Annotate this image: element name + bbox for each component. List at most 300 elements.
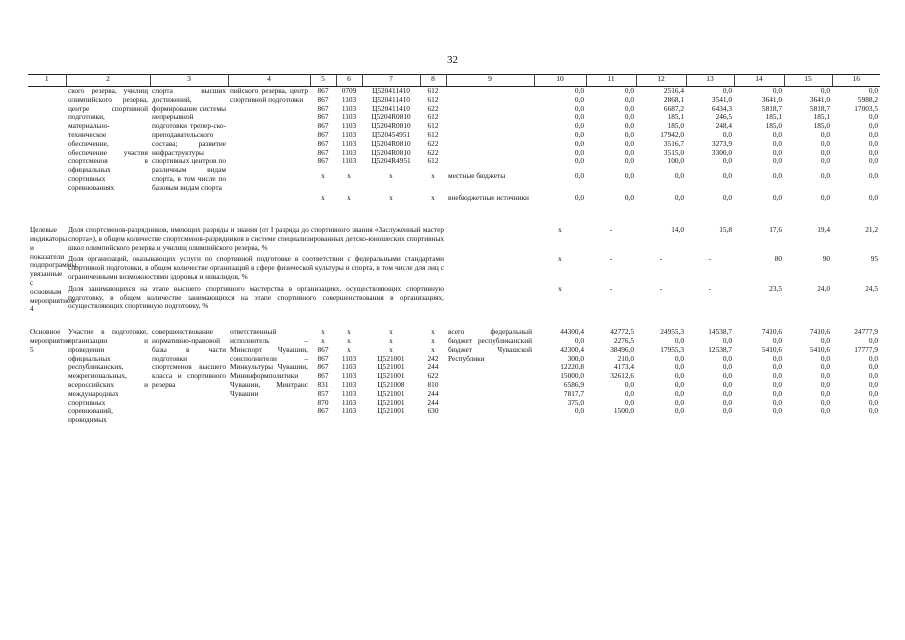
data-cell: 24777,9 (854, 327, 878, 337)
header-cell: 16 (832, 75, 880, 87)
data-cell: Ц5204R0810 (371, 147, 411, 157)
data-cell: 0,0 (868, 388, 878, 398)
data-cell: 0,0 (772, 171, 782, 181)
data-cell: 0,0 (674, 379, 684, 389)
data-cell: 0,0 (868, 129, 878, 139)
target-value: 80 (774, 254, 782, 264)
data-cell: 867 (317, 353, 329, 363)
data-cell: 0,0 (820, 379, 830, 389)
data-cell: 0,0 (624, 112, 634, 122)
data-cell: 0,0 (574, 121, 584, 131)
data-cell: 0,0 (674, 397, 684, 407)
data-cell: 0,0 (772, 379, 782, 389)
data-cell: 12220,8 (560, 362, 584, 372)
target-text: Доля занимающихся на этапе высшего спортивного мастерства в организациях, осуществляющих спортивную подготовку, в общем количестве занимающихся на этапе спортивного совершенствования в организациях, осуществляющих спортивную подготовку, % (68, 283, 444, 311)
data-cell: 0,0 (868, 86, 878, 95)
event5-data-col (832, 328, 880, 425)
data-cell: x (389, 327, 393, 337)
event5-data-col (636, 328, 686, 425)
target-value: - (708, 283, 712, 293)
data-cell: 0,0 (772, 86, 782, 95)
data-cell: 0,0 (624, 388, 634, 398)
block1-col4: пийского резерва, центр спортивной подготовки (230, 86, 308, 104)
data-cell: 3300,0 (711, 147, 732, 157)
data-cell: 867 (317, 147, 329, 157)
data-cell: 1103 (341, 388, 357, 398)
data-cell: Ц521001 (377, 406, 405, 416)
target-row (28, 226, 880, 255)
data-cell: 612 (427, 112, 439, 122)
data-cell: 0,0 (820, 362, 830, 372)
data-cell: 0,0 (772, 397, 782, 407)
event5-data-col (534, 328, 586, 425)
data-cell: x (321, 327, 325, 337)
data-cell: 0,0 (722, 86, 732, 95)
block1-col2: ского резерва, училищ олимпийского резерва, центре спортивной подготовки, материально-техническое обеспечение, обеспечение участия спортсменов в официальных спортивных соревнованиях (68, 86, 148, 192)
data-cell: 1103 (341, 138, 357, 148)
data-cell: 0,0 (722, 371, 732, 381)
gap-cell (28, 314, 880, 328)
data-cell: 622 (427, 138, 439, 148)
page-number: 32 (447, 54, 458, 66)
data-cell: 3641,0 (761, 94, 782, 104)
data-cell: 375,0 (567, 397, 584, 407)
data-cell: 0,0 (868, 121, 878, 131)
data-cell: x (347, 344, 351, 354)
data-cell: 38496,0 (610, 344, 634, 354)
data-cell (448, 96, 532, 105)
data-cell (448, 113, 532, 122)
target-value: 23,5 (769, 283, 782, 293)
data-cell: 15000,0 (560, 371, 584, 381)
header-cell: 12 (636, 75, 686, 87)
data-cell: x (347, 335, 351, 345)
data-cell: 0,0 (722, 388, 732, 398)
data-cell: 0,0 (820, 147, 830, 157)
data-cell: 0,0 (674, 335, 684, 345)
data-cell: 0,0 (820, 171, 830, 181)
data-cell: 2868,1 (663, 94, 684, 104)
block1-data-col (310, 87, 336, 213)
data-cell: 0,0 (820, 138, 830, 148)
data-cell: 0,0 (820, 129, 830, 139)
event5-data-col (586, 328, 636, 425)
data-cell: 32612,6 (610, 371, 634, 381)
data-cell: Ц520454951 (371, 129, 411, 139)
data-cell: 0,0 (674, 362, 684, 372)
block1-data-col (832, 87, 880, 213)
data-cell: 0,0 (868, 335, 878, 345)
budget-table (28, 74, 880, 425)
gap-cell (28, 212, 880, 226)
data-cell: 0,0 (868, 379, 878, 389)
event5-col3: совершенствование нормативно-правовой базы в части подготовки спортсменов высшего класса и спортивного резерва (152, 327, 226, 389)
data-cell: 5818,7 (809, 103, 830, 113)
data-cell: 0,0 (722, 353, 732, 363)
event5-col2: Участие в подготовке, организации и проведении официальных республиканских, межрегиональных, всероссийских и международных спортивных соревнований, проводимых (68, 327, 148, 425)
data-cell: 3273,9 (711, 138, 732, 148)
data-cell: 24955,3 (660, 327, 684, 337)
data-cell: 0,0 (772, 193, 782, 203)
header-cell: 6 (336, 75, 362, 87)
data-cell: Ц521001 (377, 371, 405, 381)
target-value: - (609, 283, 613, 293)
data-cell: 0,0 (868, 353, 878, 363)
event5-col1: Основное мероприятие 5 (30, 327, 71, 354)
data-cell: 622 (427, 371, 439, 381)
data-cell: 244 (427, 397, 439, 407)
data-cell: 0,0 (574, 156, 584, 166)
data-cell: 0,0 (868, 171, 878, 181)
data-cell (448, 105, 532, 114)
data-cell: 2276,5 (613, 335, 634, 345)
data-cell: 0,0 (820, 371, 830, 381)
data-cell: Ц520411410 (372, 86, 410, 95)
data-cell: 7817,7 (563, 388, 584, 398)
target-value: - (609, 254, 613, 264)
data-cell: 0,0 (868, 397, 878, 407)
data-cell: 5988,2 (857, 94, 878, 104)
event5-col4: ответственный исполнитель – Минспорт Чувашии, соисполнители – Минкультуры Чувашии, Мининформполитики Чувашии, Минтранс Чувашии (230, 327, 308, 398)
data-cell: 0,0 (574, 86, 584, 95)
data-cell: 612 (427, 94, 439, 104)
data-cell: x (389, 335, 393, 345)
event5-data-col (686, 328, 734, 425)
data-cell (448, 140, 532, 149)
gap-row (28, 212, 880, 226)
block1-data-col (362, 87, 420, 213)
data-cell: 867 (317, 138, 329, 148)
data-cell: x (389, 193, 393, 203)
data-cell: 0,0 (868, 406, 878, 416)
data-cell: 1103 (341, 94, 357, 104)
data-cell: Ц521001 (377, 353, 405, 363)
data-cell: 810 (427, 379, 439, 389)
data-cell: 0,0 (574, 171, 584, 181)
data-cell: 867 (317, 112, 329, 122)
data-cell: Ц520411410 (372, 103, 410, 113)
data-cell: 0,0 (574, 129, 584, 139)
data-cell: Ц5204R0810 (371, 112, 411, 122)
data-cell: 0,0 (722, 379, 732, 389)
data-cell: 5410,6 (761, 344, 782, 354)
block1-data-col (534, 87, 586, 213)
data-cell: 0,0 (674, 193, 684, 203)
target-x: x (558, 254, 562, 264)
data-cell: 0,0 (722, 129, 732, 139)
data-cell: 0,0 (868, 138, 878, 148)
data-cell: 870 (317, 397, 329, 407)
header-cell: 10 (534, 75, 586, 87)
data-cell: 1103 (341, 156, 357, 166)
data-cell: 867 (317, 406, 329, 416)
data-cell (448, 157, 532, 166)
target-text: Доля спортсменов-разрядников, имеющих разряды и звания (от I разряда до спортивного звания «Заслуженный мастер спорта»), в общем количестве спортсменов-разрядников в системе специализированных детско-юношеских спортивных школ олимпийского резерва и училищ олимпийского резерва, % (68, 225, 444, 252)
data-cell: 0,0 (624, 171, 634, 181)
data-cell: 42772,5 (610, 327, 634, 337)
data-cell: 0,0 (772, 129, 782, 139)
target-value: 17,6 (769, 225, 782, 235)
data-cell: 0709 (341, 86, 357, 95)
data-cell: 0,0 (868, 371, 878, 381)
data-cell: 248,4 (715, 121, 732, 131)
data-cell: 185,0 (813, 121, 830, 131)
data-cell: 867 (317, 344, 329, 354)
data-cell: Ц521001 (377, 388, 405, 398)
data-cell (448, 149, 532, 158)
data-cell: 4173,4 (613, 362, 634, 372)
data-cell: 867 (317, 371, 329, 381)
data-cell: 185,1 (765, 112, 782, 122)
data-cell: 17955,3 (660, 344, 684, 354)
data-cell: 0,0 (624, 138, 634, 148)
data-cell: 185,0 (765, 121, 782, 131)
header-cell: 11 (586, 75, 636, 87)
data-cell: 0,0 (772, 371, 782, 381)
data-cell: x (347, 193, 351, 203)
data-cell: x (321, 193, 325, 203)
data-cell: 0,0 (722, 335, 732, 345)
data-cell: 2516,4 (663, 86, 684, 95)
data-cell: 14538,7 (708, 327, 732, 337)
data-cell: 0,0 (820, 86, 830, 95)
header-cell: 1 (28, 75, 66, 87)
data-cell: 100,0 (667, 156, 684, 166)
data-cell: 0,0 (674, 388, 684, 398)
target-value: 14,0 (671, 225, 684, 235)
data-cell: 1500,0 (613, 406, 634, 416)
data-cell: 0,0 (674, 406, 684, 416)
data-cell: 6687,2 (663, 103, 684, 113)
data-cell: 622 (427, 147, 439, 157)
block1-col3: спорта высших достижений, формирование системы непрерывной подготовки трепер-ско-преподавательского состава; развитие инфраструктуры спортивных центров по различным видам спорта, в том числе по базовым видам спорта (152, 86, 226, 192)
data-cell: x (431, 171, 435, 181)
data-cell: 0,0 (722, 397, 732, 407)
data-cell: 7410,6 (809, 327, 830, 337)
data-cell: 0,0 (722, 406, 732, 416)
data-cell: 0,0 (624, 156, 634, 166)
data-cell: x (347, 171, 351, 181)
target-value: 90 (822, 254, 830, 264)
target-value: - (708, 254, 712, 264)
event5-row (28, 328, 880, 425)
target-text: Доля организаций, оказывающих услуги по спортивной подготовке в соответствии с федеральными стандартами спортивной подготовки, в общем количестве организаций в сфере физической культуры и спорта, в том числе для лиц с ограниченными возможностями здоровья и инвалидов, % (68, 254, 444, 282)
header-cell: 13 (686, 75, 734, 87)
data-cell: Ц5204R4951 (371, 156, 411, 166)
data-cell: 3515,0 (663, 147, 684, 157)
data-cell: 867 (317, 94, 329, 104)
data-cell: Ц521001 (377, 397, 405, 407)
data-cell: 0,0 (868, 112, 878, 122)
data-cell: 0,0 (624, 397, 634, 407)
data-cell: x (389, 344, 393, 354)
data-cell: 244 (427, 388, 439, 398)
data-cell: x (321, 335, 325, 345)
target-value: 21,2 (865, 225, 878, 235)
data-cell: 0,0 (772, 147, 782, 157)
data-cell: 0,0 (624, 103, 634, 113)
data-cell: 244 (427, 362, 439, 372)
data-cell: 1103 (341, 103, 357, 113)
data-cell: 1103 (341, 147, 357, 157)
target-value: 24,0 (817, 283, 830, 293)
data-cell: 0,0 (772, 156, 782, 166)
target-value: 95 (870, 254, 878, 264)
data-cell: 185,0 (667, 121, 684, 131)
data-cell: 17777,9 (854, 344, 878, 354)
data-cell (448, 122, 532, 131)
data-cell: 0,0 (820, 335, 830, 345)
data-cell: 0,0 (868, 147, 878, 157)
data-cell: 5410,6 (809, 344, 830, 354)
data-cell: x (431, 193, 435, 203)
data-cell: Ц5204R0810 (371, 121, 411, 131)
data-cell: 0,0 (574, 147, 584, 157)
data-cell: 630 (427, 406, 439, 416)
data-cell: 0,0 (574, 94, 584, 104)
target-empty (446, 226, 534, 255)
data-cell: 0,0 (574, 335, 584, 345)
data-cell: 12538,7 (708, 344, 732, 354)
header-cell: 14 (734, 75, 784, 87)
target-x: x (558, 225, 562, 235)
data-cell: 210,0 (617, 353, 634, 363)
data-cell: 17942,0 (660, 129, 684, 139)
data-cell: 5818,7 (761, 103, 782, 113)
data-cell: x (431, 327, 435, 337)
block1-data-col (446, 87, 534, 213)
data-cell: 0,0 (868, 193, 878, 203)
data-cell: x (431, 344, 435, 354)
target-value: 19,4 (817, 225, 830, 235)
data-cell: 0,0 (820, 353, 830, 363)
data-cell: 0,0 (624, 193, 634, 203)
event5-data-col (734, 328, 784, 425)
data-cell: 0,0 (868, 156, 878, 166)
data-cell: Ц520411410 (372, 94, 410, 104)
data-cell: 0,0 (820, 193, 830, 203)
event5-code-col (336, 328, 362, 425)
data-cell: 1103 (341, 121, 357, 131)
target-value: 24,5 (865, 283, 878, 293)
data-cell (448, 87, 532, 96)
header-cell: 2 (66, 75, 150, 87)
target-empty (446, 285, 534, 314)
data-cell: 300,0 (567, 353, 584, 363)
data-cell: 1103 (341, 406, 357, 416)
block1-data-col (686, 87, 734, 213)
data-cell: 1103 (341, 379, 357, 389)
data-cell: 867 (317, 103, 329, 113)
data-cell: 1103 (341, 353, 357, 363)
target-value: - (659, 283, 663, 293)
data-cell: 831 (317, 379, 329, 389)
data-cell: 0,0 (674, 171, 684, 181)
data-cell: 1103 (341, 112, 357, 122)
data-cell: 0,0 (674, 353, 684, 363)
data-cell: 0,0 (772, 388, 782, 398)
data-cell: 612 (427, 129, 439, 139)
data-cell: 1103 (341, 129, 357, 139)
target-value: 15,8 (719, 225, 732, 235)
data-cell: 0,0 (574, 103, 584, 113)
event5-code-col (420, 328, 446, 425)
data-cell: 42300,4 (560, 344, 584, 354)
data-cell: 185,1 (813, 112, 830, 122)
data-cell: 0,0 (722, 193, 732, 203)
data-cell: 0,0 (722, 362, 732, 372)
data-cell: 0,0 (624, 147, 634, 157)
data-cell: 867 (317, 121, 329, 131)
header-cell: 9 (446, 75, 534, 87)
target-row (28, 255, 880, 284)
data-cell: x (389, 171, 393, 181)
event5-col9: всего федеральный бюджет республиканский бюджет Чувашской Республики (448, 327, 532, 363)
data-cell: x (347, 327, 351, 337)
block1-row (28, 87, 880, 213)
data-cell: 1103 (341, 371, 357, 381)
data-cell: 3541,0 (711, 94, 732, 104)
table-body (28, 75, 880, 425)
header-cell: 8 (420, 75, 446, 87)
data-cell (448, 131, 532, 140)
data-cell: 0,0 (772, 406, 782, 416)
data-cell: 0,0 (868, 362, 878, 372)
target-empty (446, 255, 534, 284)
data-cell: 857 (317, 388, 329, 398)
data-cell: 867 (317, 156, 329, 166)
block1-data-col (734, 87, 784, 213)
data-cell: 0,0 (624, 86, 634, 95)
header-cell: 5 (310, 75, 336, 87)
data-cell: 0,0 (772, 138, 782, 148)
data-cell: 246,5 (715, 112, 732, 122)
data-cell: Ц521001 (377, 362, 405, 372)
data-cell: 6434,3 (711, 103, 732, 113)
header-row (28, 75, 880, 87)
data-cell: 0,0 (574, 138, 584, 148)
data-cell: 0,0 (772, 335, 782, 345)
data-cell: 0,0 (624, 379, 634, 389)
target-x: x (558, 283, 562, 293)
gap-row (28, 314, 880, 328)
data-cell: 867 (317, 362, 329, 372)
data-cell: 1103 (341, 397, 357, 407)
block1-data-col (784, 87, 832, 213)
data-cell: 612 (427, 86, 439, 95)
data-cell: Ц5204R0810 (371, 138, 411, 148)
data-cell: 622 (427, 103, 439, 113)
data-cell: 0,0 (820, 156, 830, 166)
event5-code-col (310, 328, 336, 425)
data-cell: 3641,0 (809, 94, 830, 104)
block1-data-col (636, 87, 686, 213)
data-cell: Ц521008 (377, 379, 405, 389)
target-row (28, 285, 880, 314)
data-cell: 0,0 (574, 193, 584, 203)
data-cell: x (321, 171, 325, 181)
data-cell: 17003,5 (854, 103, 878, 113)
data-cell: 0,0 (772, 353, 782, 363)
block1-data-col (336, 87, 362, 213)
data-cell: местные бюджеты (448, 171, 506, 181)
data-cell: 0,0 (674, 371, 684, 381)
header-cell: 7 (362, 75, 420, 87)
target-value: - (609, 225, 613, 235)
target-value: - (659, 254, 663, 264)
data-cell: 0,0 (574, 406, 584, 416)
event5-data-col (784, 328, 832, 425)
